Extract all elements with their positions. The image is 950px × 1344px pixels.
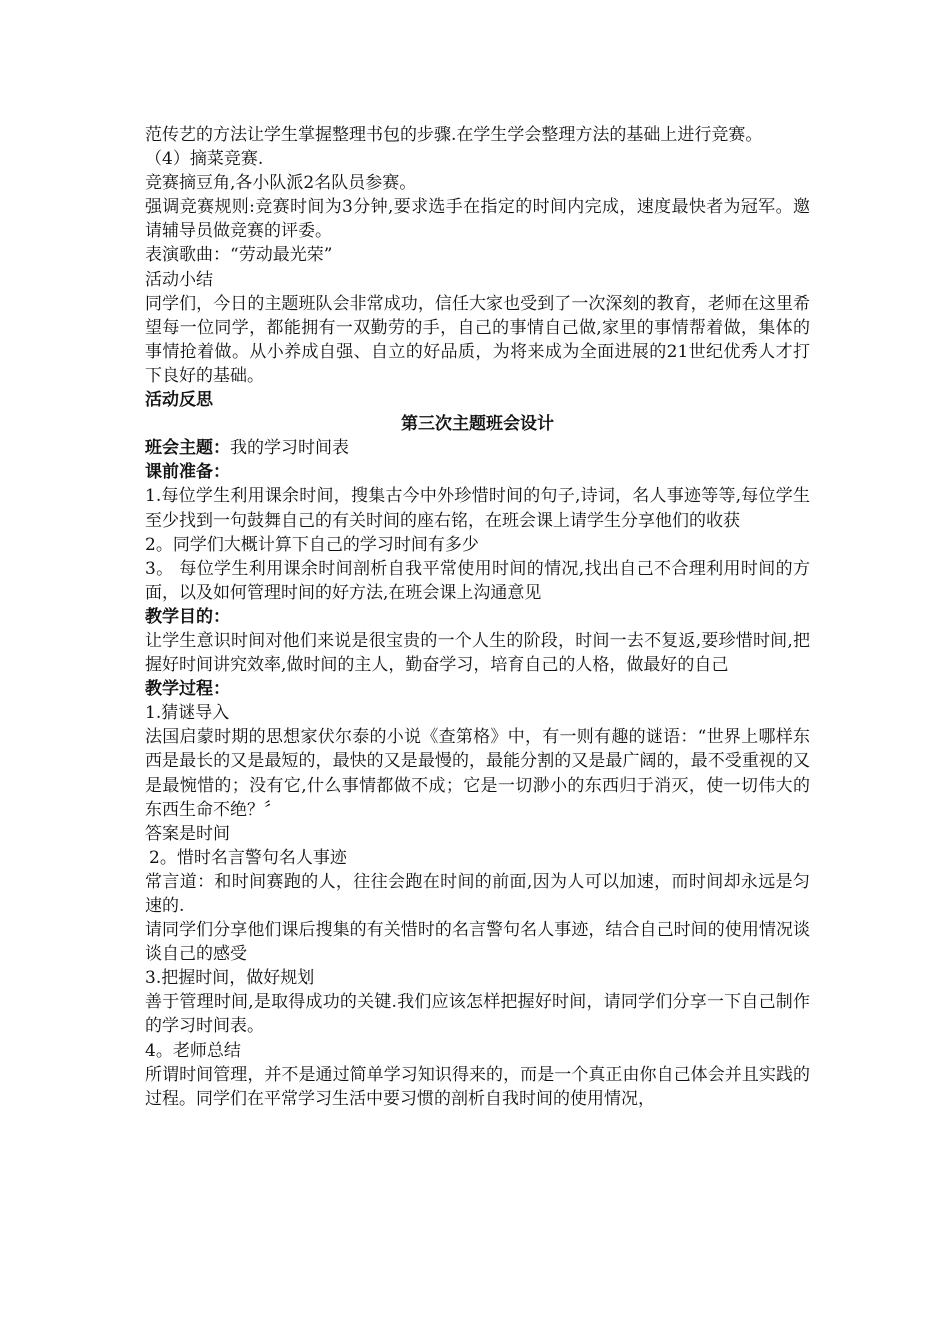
- prep-heading: 课前准备：: [145, 462, 230, 483]
- summary-text: 同学们，今日的主题班队会非常成功，信任大家也受到了一次深刻的教育，老师在这里希望每一位同学，都能拥有一双勤劳的手，自己的事情自己做,家里的事情帮着做，集体的事情抢着做。从小养成自强、自立的好品质，为将来成为全面进展的21世纪优秀人才打下良好的基础。: [145, 293, 810, 386]
- step2-heading: 2。惜时名言警句名人事迹: [149, 847, 347, 868]
- summary-heading: 活动小结: [145, 269, 213, 290]
- theme-label: 班会主题：: [145, 438, 230, 459]
- theme-line: [145, 436, 810, 460]
- prep-item-1: 1.每位学生利用课余时间，搜集古今中外珍惜时间的句子,诗词，名人事迹等等,每位学生至少找到一句鼓舞自己的有关时间的座右铭，在班会课上请学生分享他们的收获: [145, 486, 810, 531]
- step3-text: 善于管理时间,是取得成功的关键.我们应该怎样把握好时间，请同学们分享一下自己制作的学习时间表。: [145, 992, 810, 1037]
- step2-text: 常言道：和时间赛跑的人，往往会跑在时间的前面,因为人可以加速，而时间却永远是匀速的.: [145, 871, 810, 916]
- step2-text2: 请同学们分享他们课后搜集的有关惜时的名言警句名人事迹，结合自己时间的使用情况谈谈自己的感受: [145, 920, 810, 965]
- song-line: 表演歌曲：“劳动最光荣”: [145, 245, 333, 266]
- item4-rules: 强调竞赛规则:竞赛时间为3分钟,要求选手在指定的时间内完成，速度最快者为冠军。邀请辅导员做竞赛的评委。: [145, 197, 810, 242]
- item4-heading: （4）摘菜竞赛.: [145, 149, 264, 170]
- step1-answer: 答案是时间: [145, 823, 230, 844]
- step1-heading: 1.猜谜导入: [145, 703, 230, 724]
- paragraph-intro: 范传艺的方法让学生掌握整理书包的步骤.在学生学会整理方法的基础上进行竞赛。: [145, 125, 763, 145]
- theme-value: 我的学习时间表: [230, 438, 349, 459]
- step3-heading: 3.把握时间，做好规划: [145, 968, 315, 989]
- process-heading: 教学过程：: [145, 679, 230, 700]
- step4-heading: 4。老师总结: [145, 1040, 241, 1061]
- goal-heading: 教学目的：: [145, 606, 230, 627]
- prep-item-3: 3。 每位学生利用课余时间剖析自我平常使用时间的情况,找出自己不合理利用时间的方面，以及如何管理时间的好方法,在班会课上沟通意见: [145, 558, 810, 603]
- section3-title: 第三次主题班会设计: [401, 414, 554, 435]
- step1-text: 法国启蒙时期的思想家伏尔泰的小说《查第格》中，有一则有趣的谜语：“世界上哪样东西是最长的又是最短的，最快的又是最慢的，最能分割的又是最广阔的，最不受重视的又是最惋惜的；没有它,什么事情都做不成；它是一切渺小的东西归于消灭，使一切伟大的东西生命不绝？〞: [145, 727, 810, 820]
- document-page: [145, 123, 810, 1111]
- step4-text: 所谓时间管理，并不是通过简单学习知识得来的，而是一个真正由你自己体会并且实践的过程。同学们在平常学习生活中要习惯的剖析自我时间的使用情况，: [145, 1064, 810, 1109]
- goal-text: 让学生意识时间对他们来说是很宝贵的一个人生的阶段，时间一去不复返,要珍惜时间,把握好时间讲究效率,做时间的主人，勤奋学习，培育自己的人格，做最好的自己: [145, 630, 810, 676]
- reflection-heading: 活动反思: [145, 390, 213, 411]
- item4-line1: 竞赛摘豆角,各小队派2名队员参赛。: [145, 173, 417, 194]
- prep-item-2: 2。同学们大概计算下自己的学习时间有多少: [145, 534, 479, 555]
